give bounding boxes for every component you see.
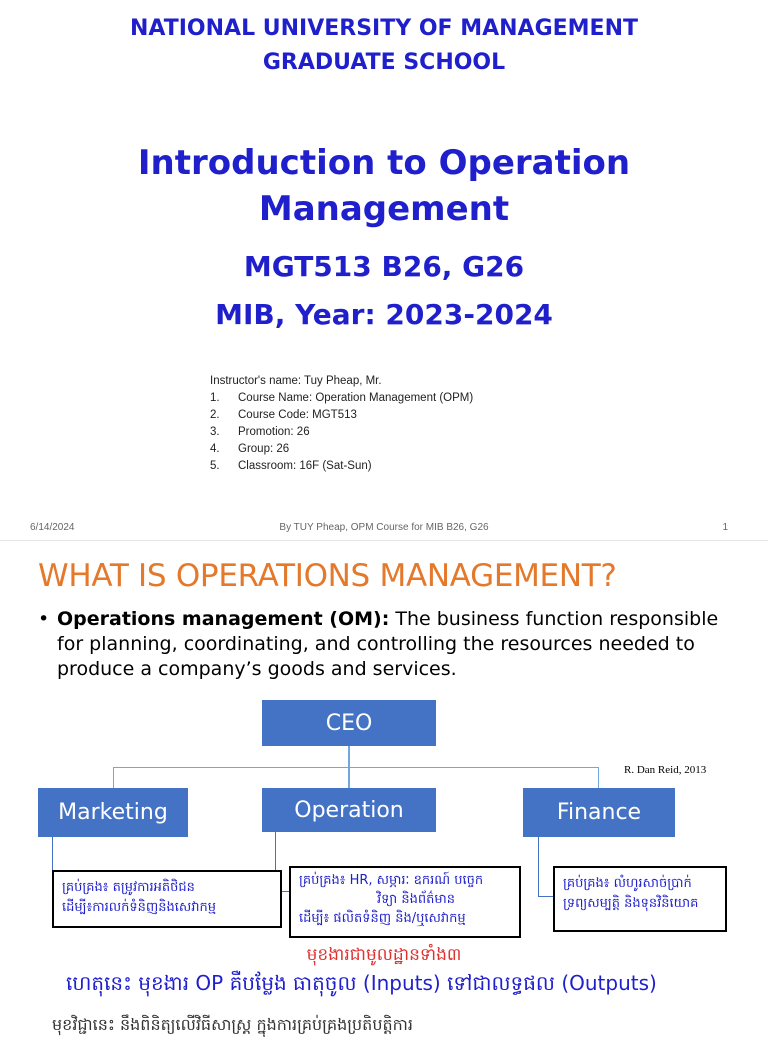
marketing-note [52,870,282,928]
info-item [210,390,473,407]
footer-date: 6/14/2024 [30,522,75,533]
footer-page-number: 1 [722,522,728,533]
info-item-text: Classroom: 16F (Sat-Sun) [238,460,372,472]
operation-note-line1: គ្រប់គ្រង៖ HR, សម្ភារៈ ឧករណ៍ បច្ចេក [299,873,484,888]
operation-note [289,866,521,938]
finance-note-line1: គ្រប់គ្រង៖ លំហូរសាច់ប្រាក់ [563,876,692,891]
year-line: MIB, Year: 2023-2024 [215,298,553,331]
slide-divider [0,540,768,541]
connector-horizontal [113,767,599,768]
org-box-finance: Finance [523,788,675,837]
info-item-number: 4. [210,443,220,455]
footer-author: By TUY Pheap, OPM Course for MIB B26, G26 [279,522,489,533]
bullet-line3: produce a company’s goods and services. [57,658,457,680]
connector-finance-note-h [538,896,553,897]
definition-bullet [38,607,738,682]
basic-functions-caption: មុខងារជាមូលដ្ឋានទាំង៣ [306,945,462,965]
org-box-ceo: CEO [262,700,436,746]
operation-note-line2: វិទ្យា និងព័ត៌មាន [377,892,455,907]
bullet-icon: • [38,608,50,630]
org-box-marketing: Marketing [38,788,188,837]
op-function-summary: ហេតុនេះ មុខងារ OP គឺបម្លែង ធាតុចូល (Inputs) ទៅជាលទ្ធផល (Outputs) [66,971,657,995]
marketing-note-line1: គ្រប់គ្រង៖ តម្រូវការអតិថិជន [62,880,195,895]
info-item-text: Course Name: Operation Management (OPM) [238,392,474,404]
course-code-line: MGT513 B26, G26 [243,250,525,283]
bullet-text [57,607,738,682]
section-heading: WHAT IS OPERATIONS MANAGEMENT? [38,558,617,594]
info-item-text: Course Code: MGT513 [238,409,357,421]
bullet-line1: The business function responsible [389,608,719,630]
citation: R. Dan Reid, 2013 [624,764,707,776]
instructor-name: Instructor's name: Tuy Pheap, Mr. [210,375,382,387]
finance-note [553,866,727,932]
info-item [210,441,473,458]
info-item [210,407,473,424]
cut-off-text: មុខវិជ្ជានេះ នឹងពិនិត្យលើវិធីសាស្ត្រ ក្នុងការគ្រប់គ្រងប្រតិបត្តិការ [52,1015,413,1034]
info-item-number: 3. [210,426,220,438]
marketing-note-line2: ដើម្បី៖ការលក់ទំនិញនិងសេវាកម្ម [62,900,216,915]
org-box-operation: Operation [262,788,436,832]
course-info [210,373,473,475]
bullet-term: Operations management (OM): [57,608,390,630]
info-item-text: Promotion: 26 [238,426,310,438]
info-item-number: 2. [210,409,220,421]
info-item-number: 1. [210,392,220,404]
info-item [210,458,473,475]
bullet-line2: for planning, coordinating, and controlling the resources needed to [57,633,695,655]
university-name: NATIONAL UNIVERSITY OF MANAGEMENT [130,16,638,41]
finance-note-line2: ទ្រព្យសម្បត្តិ និងទុនវិនិយោគ [563,896,699,911]
operation-note-line3: ដើម្បី៖ ផលិតទំនិញ និង/ឬសេវាកម្ម [299,911,466,926]
connector-finance [598,767,599,788]
slide-title-line1: Introduction to Operation [137,143,631,183]
connector-marketing [113,767,114,788]
slide-title-line2: Management [258,189,510,229]
info-item-text: Group: 26 [238,443,290,455]
connector-finance-note [538,837,539,897]
school-name: GRADUATE SCHOOL [262,50,506,75]
info-item-number: 5. [210,460,220,472]
info-item [210,424,473,441]
